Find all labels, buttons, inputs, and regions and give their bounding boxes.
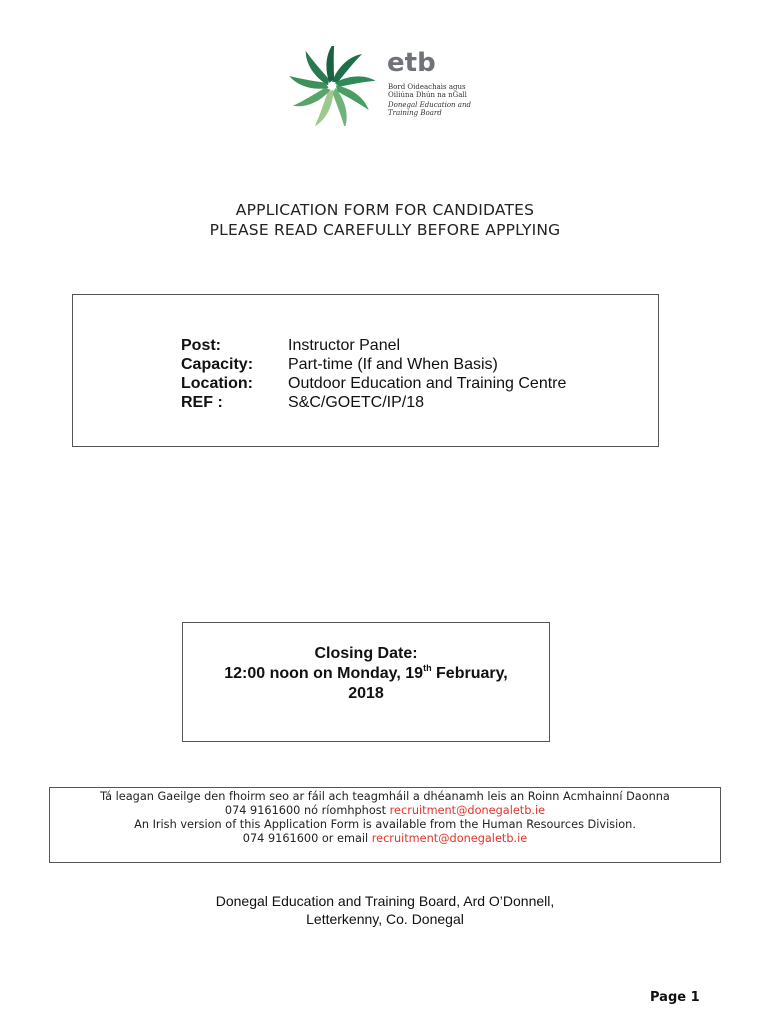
logo-irish-name-line1: Bord Oideachais agus <box>388 83 466 91</box>
closing-date-line <box>183 665 549 683</box>
form-subtitle: PLEASE READ CAREFULLY BEFORE APPLYING <box>209 221 561 239</box>
logo-irish-name-line2: Oiliúna Dhún na nGall <box>388 91 467 99</box>
closing-date-heading: Closing Date: <box>314 645 418 662</box>
capacity-value: Part-time (If and When Basis) <box>288 356 498 373</box>
page-number: Page 1 <box>650 990 700 1005</box>
location-value: Outdoor Education and Training Centre <box>288 375 567 392</box>
capacity-label: Capacity: <box>181 356 254 373</box>
closing-date-box <box>182 622 550 742</box>
ref-row <box>181 393 424 412</box>
ref-label: REF : <box>181 394 223 411</box>
notice-irish-line: Tá leagan Gaeilge den fhoirm seo ar fáil ach teagmháil a dhéanamh leis an Roinn Acmhainní Daonna <box>100 790 670 803</box>
location-label: Location: <box>181 375 253 392</box>
post-label: Post: <box>181 337 221 354</box>
notice-english-phone: 074 9161600 or email <box>242 832 372 845</box>
ref-value: S&C/GOETC/IP/18 <box>288 394 425 411</box>
notice-english-contact <box>50 832 720 845</box>
irish-version-notice <box>49 787 721 863</box>
recruitment-email-link[interactable]: recruitment@donegaletb.ie <box>371 832 528 845</box>
closing-date-ordinal: th <box>423 663 432 673</box>
notice-irish-contact <box>50 804 720 817</box>
closing-date-month: February, <box>431 665 508 682</box>
closing-date-text: 12:00 noon on Monday, 19 <box>224 665 424 682</box>
recruitment-email-link[interactable]: recruitment@donegaletb.ie <box>389 804 546 817</box>
address-line1: Donegal Education and Training Board, Ard O’Donnell, <box>215 893 555 909</box>
notice-irish-phone: 074 9161600 nó ríomhphost <box>224 804 390 817</box>
logo-english-name-line1: Donegal Education and <box>388 101 471 109</box>
notice-english-line: An Irish version of this Application Form is available from the Human Resources Division. <box>134 818 636 831</box>
capacity-row <box>181 355 498 374</box>
etb-logo <box>286 46 486 126</box>
etb-wordmark: etb <box>387 48 436 78</box>
location-row <box>181 374 566 393</box>
form-title: APPLICATION FORM FOR CANDIDATES <box>235 201 535 219</box>
etb-swirl-icon <box>286 46 376 126</box>
post-row <box>181 336 400 355</box>
closing-date-year: 2018 <box>348 685 384 702</box>
post-details-box <box>72 294 659 447</box>
address-line2: Letterkenny, Co. Donegal <box>306 911 464 927</box>
logo-english-name-line2: Training Board <box>388 109 442 117</box>
post-value: Instructor Panel <box>288 337 401 354</box>
